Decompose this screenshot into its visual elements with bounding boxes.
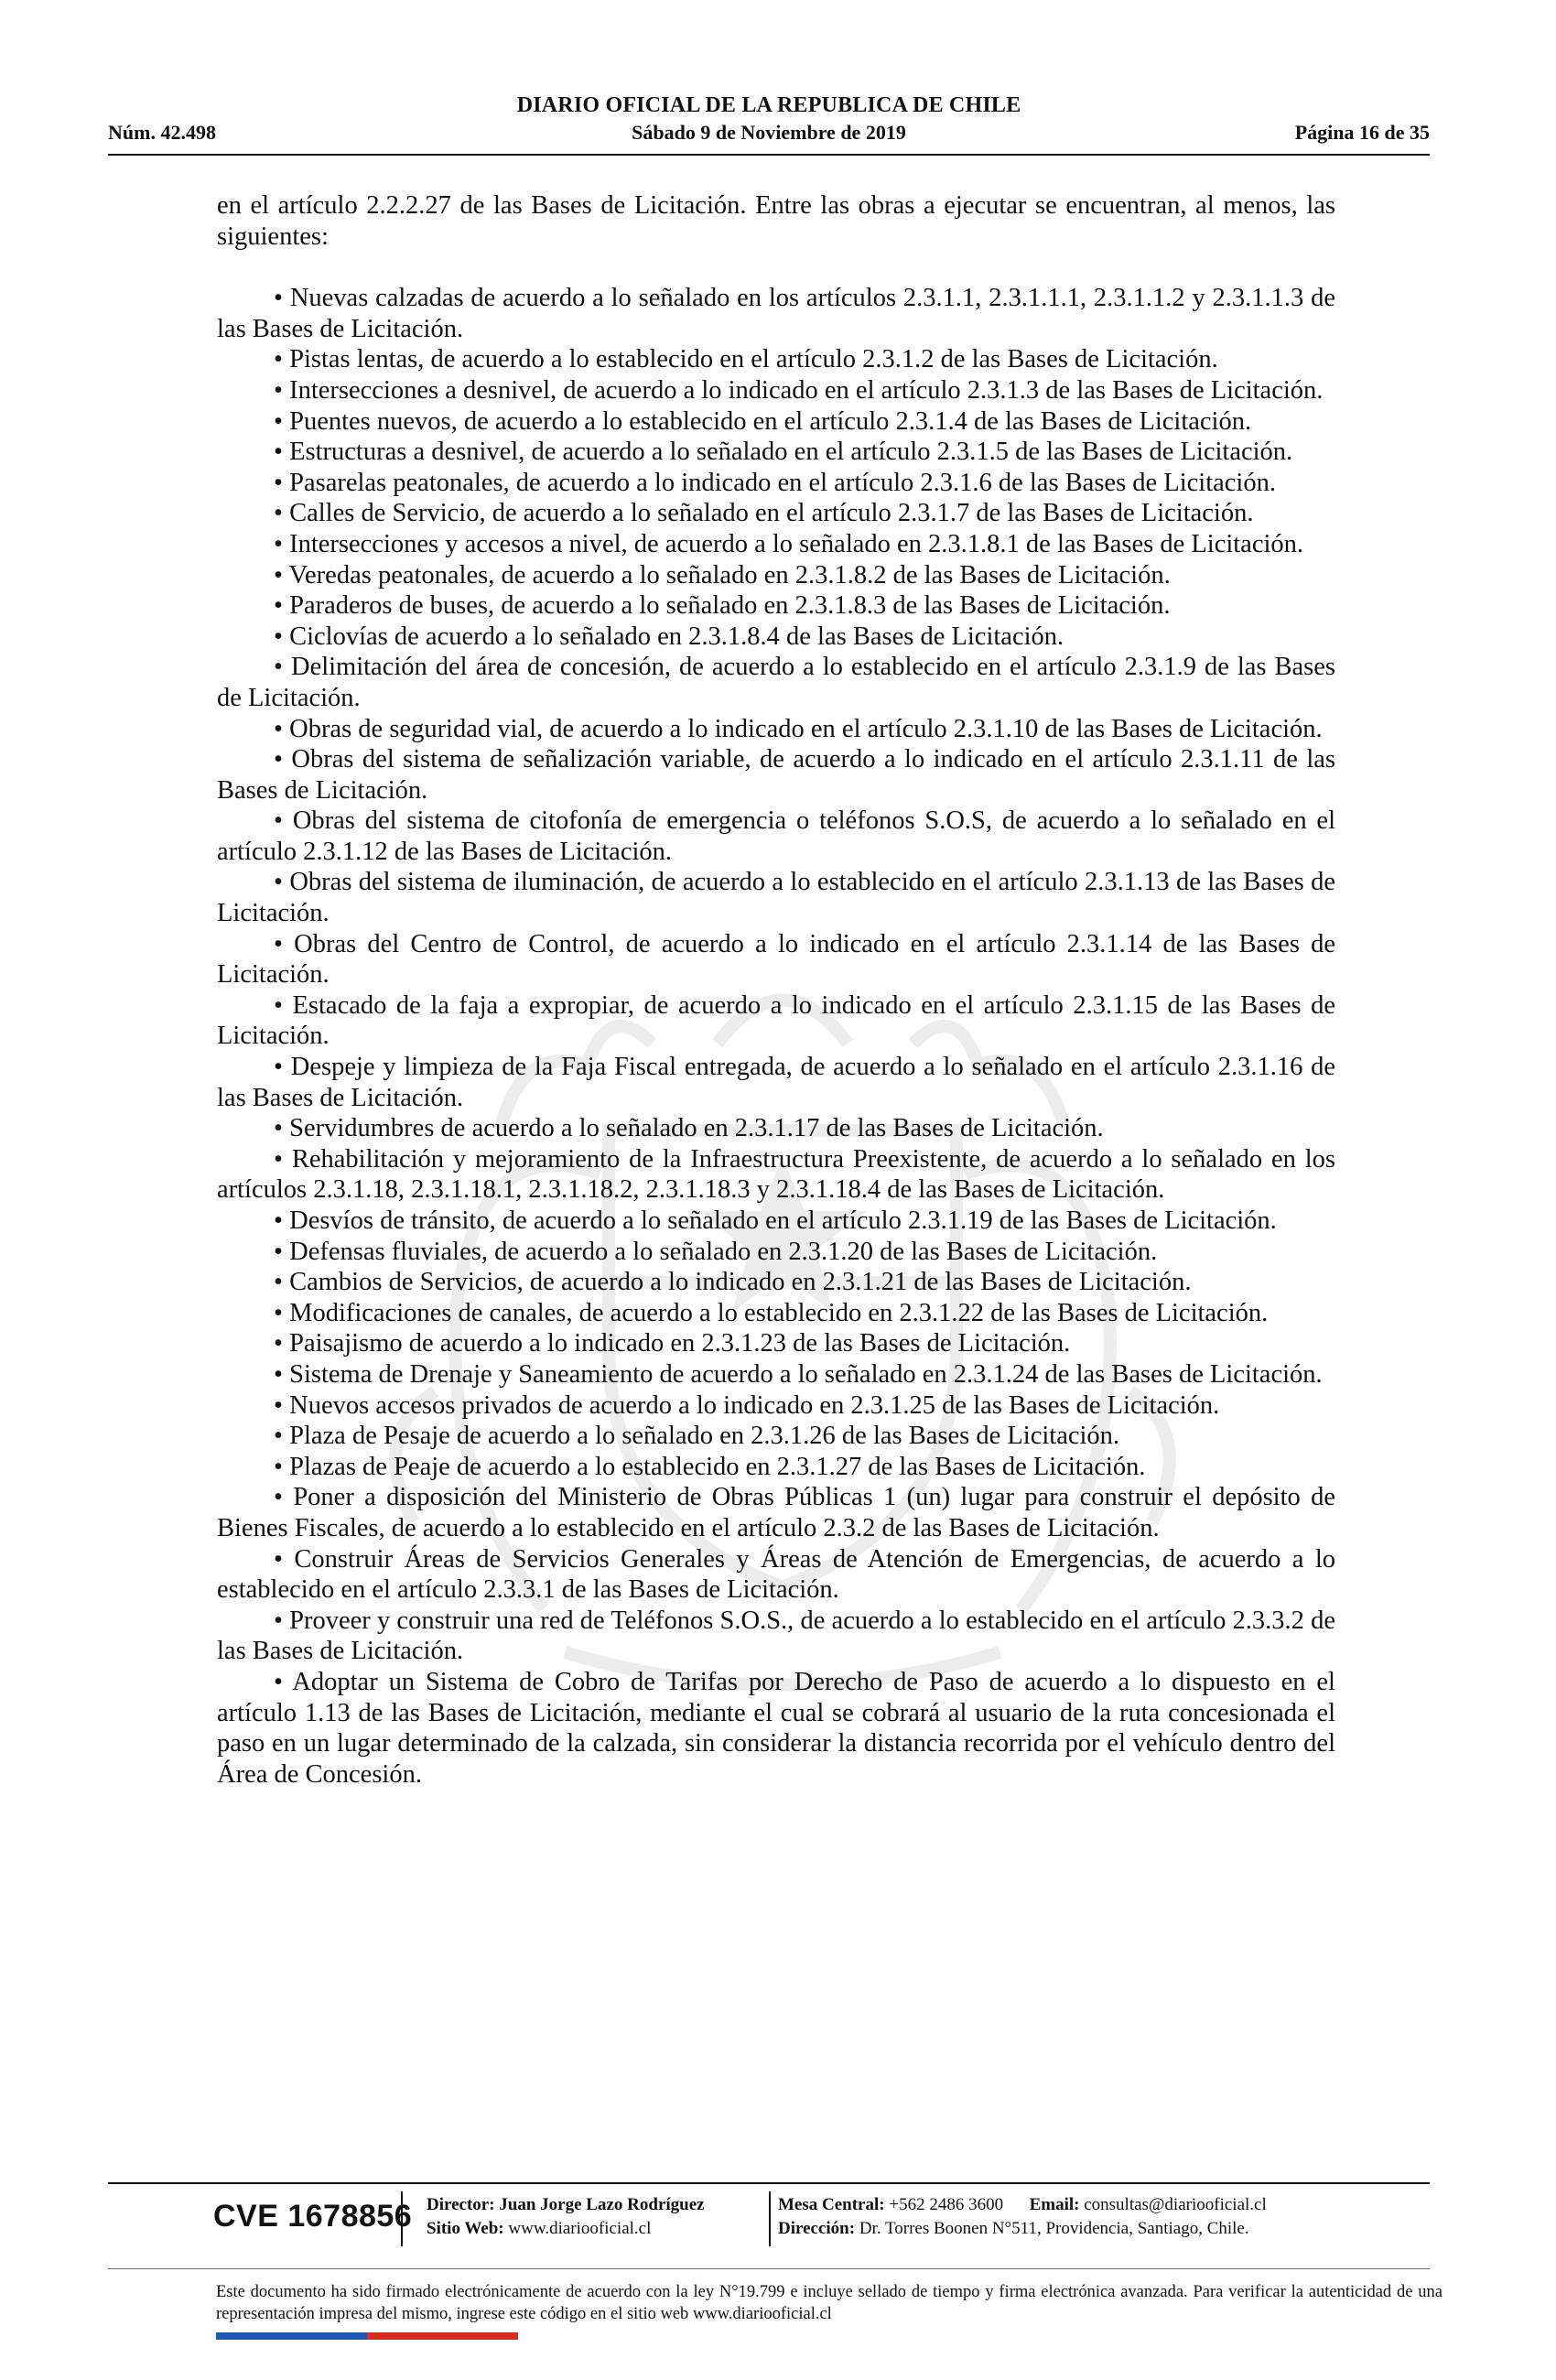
list-item <box>217 622 1335 653</box>
director-label: Director: <box>427 2195 495 2214</box>
list-item <box>217 1113 1335 1144</box>
list-item <box>217 714 1335 745</box>
flag-stripe <box>216 2332 518 2340</box>
list-item-text: Puentes nuevos, de acuerdo a lo establecido en el artículo 2.3.1.4 de las Bases de Licitación. <box>289 406 1252 436</box>
footer-divider <box>769 2191 771 2246</box>
address-label: Dirección: <box>778 2219 856 2238</box>
list-item <box>217 468 1335 499</box>
list-item <box>217 1544 1335 1606</box>
bullet-icon: • <box>274 1268 283 1297</box>
list-item <box>217 375 1335 406</box>
bullet-icon: • <box>274 1053 283 1082</box>
bullet-icon: • <box>274 1483 283 1512</box>
list-item-text: Paraderos de buses, de acuerdo a lo señalado en 2.3.1.8.3 de las Bases de Licitación. <box>289 591 1171 621</box>
flag-stripe-blue <box>216 2332 367 2340</box>
phone-label: Mesa Central: <box>778 2195 885 2214</box>
works-list <box>217 283 1335 1790</box>
bullet-icon: • <box>274 345 283 374</box>
bullet-icon: • <box>274 1237 283 1266</box>
bullet-icon: • <box>274 1298 283 1327</box>
bullet-icon: • <box>274 990 283 1020</box>
list-item <box>217 437 1335 468</box>
list-item-text: Obras del sistema de iluminación, de acuerdo a lo establecido en el artículo 2.3.1.13 de las Bases de Licitación. <box>217 868 1335 928</box>
list-item-text: Modificaciones de canales, de acuerdo a lo establecido en 2.3.1.22 de las Bases de Licitación. <box>289 1298 1269 1327</box>
bullet-icon: • <box>274 1422 283 1451</box>
list-item <box>217 1359 1335 1390</box>
list-item-text: Pasarelas peatonales, de acuerdo a lo indicado en el artículo 2.3.1.6 de las Bases de Licitación. <box>289 468 1276 497</box>
footer-divider <box>401 2191 403 2246</box>
bullet-icon: • <box>274 1452 283 1481</box>
list-item-text: Veredas peatonales, de acuerdo a lo señalado en 2.3.1.8.2 de las Bases de Licitación. <box>288 560 1171 590</box>
list-item-text: Rehabilitación y mejoramiento de la Infraestructura Preexistente, de acuerdo a lo señalado en los artículos 2.3.1.18, 2.3.1.18.1, 2.3.1.18.2, 2.3.1.18.3 y 2.3.1.18.4 de las Bases de Licitación. <box>217 1144 1335 1205</box>
list-item-text: Proveer y construir una red de Teléfonos S.O.S., de acuerdo a lo establecido en el artículo 2.3.3.2 de las Bases de Licitación. <box>217 1606 1335 1666</box>
list-item <box>217 344 1335 375</box>
bullet-icon: • <box>274 529 283 558</box>
bullet-icon: • <box>274 622 283 651</box>
list-item-text: Sistema de Drenaje y Saneamiento de acuerdo a lo señalado en 2.3.1.24 de las Bases de Licitación. <box>289 1359 1323 1389</box>
bullet-icon: • <box>274 1359 283 1389</box>
legal-notice: Este documento ha sido firmado electrónicamente de acuerdo con la ley N°19.799 e incluye sellado de tiempo y firma electrónica avanzada. Para verificar la autenticidad de una representación impresa del mismo, ingrese este código en el sitio web www.diariooficial.cl <box>216 2283 1443 2323</box>
list-item <box>217 1237 1335 1268</box>
list-item-text: Adoptar un Sistema de Cobro de Tarifas por Derecho de Paso de acuerdo a lo dispuesto en el artículo 1.13 de las Bases de Licitación, mediante el cual se cobrará al usuario de la ruta concesionada el paso en un lugar determinado de la calzada, sin considerar la distancia recorrida por el vehículo dentro del Área de Concesión. <box>217 1667 1335 1789</box>
list-item <box>217 1390 1335 1422</box>
bullet-icon: • <box>274 1329 283 1358</box>
list-item-text: Defensas fluviales, de acuerdo a lo señalado en 2.3.1.20 de las Bases de Licitación. <box>289 1237 1158 1266</box>
contact-info <box>778 2193 1267 2241</box>
list-item-text: Obras del sistema de señalización variable, de acuerdo a lo indicado en el artículo 2.3.1.11 de las Bases de Licitación. <box>217 745 1335 805</box>
bullet-icon: • <box>274 375 283 405</box>
header-rule <box>108 154 1430 156</box>
list-item <box>217 1328 1335 1359</box>
newspaper-title: DIARIO OFICIAL DE LA REPUBLICA DE CHILE <box>516 93 1021 117</box>
list-item <box>217 744 1335 806</box>
list-item <box>217 1667 1335 1790</box>
bullet-icon: • <box>274 1390 283 1420</box>
list-item <box>217 652 1335 713</box>
website-label: Sitio Web: <box>427 2219 504 2238</box>
email-link[interactable]: consultas@diariooficial.cl <box>1084 2195 1267 2214</box>
list-item <box>217 283 1335 344</box>
bullet-icon: • <box>274 745 283 774</box>
list-item <box>217 1606 1335 1667</box>
bullet-icon: • <box>274 284 283 313</box>
page-header <box>108 88 1430 161</box>
list-item-text: Delimitación del área de concesión, de acuerdo a lo establecido en el artículo 2.3.1.9 de las Bases de Licitación. <box>217 653 1335 712</box>
page-number: Página 16 de 35 <box>1294 121 1430 144</box>
cve-code: CVE 1678856 <box>213 2199 413 2234</box>
list-item-text: Construir Áreas de Servicios Generales y Áreas de Atención de Emergencias, de acuerdo a lo establecido en el artículo 2.3.3.1 de las Bases de Licitación. <box>217 1544 1336 1605</box>
list-item-text: Servidumbres de acuerdo a lo señalado en 2.3.1.17 de las Bases de Licitación. <box>289 1114 1104 1143</box>
email-label: Email: <box>1029 2195 1080 2214</box>
phone-value: +562 2486 3600 <box>889 2195 1004 2214</box>
list-item <box>217 867 1335 928</box>
bullet-icon: • <box>274 1206 283 1235</box>
list-item <box>217 1452 1335 1483</box>
list-item <box>217 1267 1335 1298</box>
footer-rule <box>108 2182 1430 2184</box>
list-item-text: Ciclovías de acuerdo a lo señalado en 2.3.1.8.4 de las Bases de Licitación. <box>289 622 1064 651</box>
list-item-text: Estacado de la faja a expropiar, de acuerdo a lo indicado en el artículo 2.3.1.15 de las Bases de Licitación. <box>217 990 1335 1051</box>
director-info <box>427 2193 705 2241</box>
list-item <box>217 406 1335 438</box>
list-item-text: Paisajismo de acuerdo a lo indicado en 2.3.1.23 de las Bases de Licitación. <box>289 1329 1071 1358</box>
list-item <box>217 498 1335 529</box>
list-item-text: Plazas de Peaje de acuerdo a lo establecido en 2.3.1.27 de las Bases de Licitación. <box>289 1452 1146 1481</box>
list-item-text: Intersecciones a desnivel, de acuerdo a lo indicado en el artículo 2.3.1.3 de las Bases de Licitación. <box>289 375 1324 405</box>
list-item <box>217 806 1335 867</box>
list-item-text: Nuevos accesos privados de acuerdo a lo indicado en 2.3.1.25 de las Bases de Licitación. <box>289 1390 1220 1420</box>
website-link[interactable]: www.diariooficial.cl <box>508 2219 652 2238</box>
director-name: Juan Jorge Lazo Rodríguez <box>499 2195 705 2214</box>
intro-paragraph: en el artículo 2.2.2.27 de las Bases de Licitación. Entre las obras a ejecutar se encuentran, al menos, las siguientes: <box>217 191 1335 251</box>
list-item <box>217 1052 1335 1113</box>
list-item <box>217 929 1335 990</box>
issue-number: Núm. 42.498 <box>108 121 216 144</box>
bullet-icon: • <box>274 653 283 682</box>
list-item-text: Estructuras a desnivel, de acuerdo a lo señalado en el artículo 2.3.1.5 de las Bases de Licitación. <box>289 438 1293 467</box>
bullet-icon: • <box>274 1114 283 1143</box>
list-item-text: Pistas lentas, de acuerdo a lo establecido en el artículo 2.3.1.2 de las Bases de Licitación. <box>289 345 1218 374</box>
list-item-text: Intersecciones y accesos a nivel, de acuerdo a lo señalado en 2.3.1.8.1 de las Bases de Licitación. <box>289 529 1304 558</box>
list-item <box>217 1298 1335 1329</box>
address-value: Dr. Torres Boonen N°511, Providencia, Santiago, Chile. <box>859 2219 1249 2238</box>
bullet-icon: • <box>274 406 283 436</box>
list-item-text: Cambios de Servicios, de acuerdo a lo indicado en 2.3.1.21 de las Bases de Licitación. <box>289 1268 1192 1297</box>
bullet-icon: • <box>274 499 283 528</box>
bullet-icon: • <box>274 560 283 590</box>
list-item-text: Plaza de Pesaje de acuerdo a lo señalado en 2.3.1.26 de las Bases de Licitación. <box>289 1422 1120 1451</box>
issue-date: Sábado 9 de Noviembre de 2019 <box>632 121 906 144</box>
list-item-text: Despeje y limpieza de la Faja Fiscal entregada, de acuerdo a lo señalado en el artículo 2.3.1.16 de las Bases de Licitación. <box>217 1053 1336 1112</box>
list-item <box>217 990 1335 1052</box>
bullet-icon: • <box>274 1667 283 1696</box>
list-item <box>217 560 1335 591</box>
list-item <box>217 590 1335 622</box>
list-item <box>217 529 1335 560</box>
list-item <box>217 1144 1335 1206</box>
bullet-icon: • <box>274 714 283 743</box>
list-item-text: Desvíos de tránsito, de acuerdo a lo señalado en el artículo 2.3.1.19 de las Bases de Licitación. <box>289 1206 1277 1235</box>
bullet-icon: • <box>274 1144 283 1174</box>
bullet-icon: • <box>274 868 283 897</box>
list-item-text: Obras del Centro de Control, de acuerdo a lo indicado en el artículo 2.3.1.14 de las Bases de Licitación. <box>217 929 1335 990</box>
bullet-icon: • <box>274 1544 283 1574</box>
list-item-text: Obras de seguridad vial, de acuerdo a lo indicado en el artículo 2.3.1.10 de las Bases de Licitación. <box>289 714 1323 743</box>
flag-stripe-red <box>367 2332 518 2340</box>
list-item-text: Calles de Servicio, de acuerdo a lo señalado en el artículo 2.3.1.7 de las Bases de Licitación. <box>289 499 1254 528</box>
bullet-icon: • <box>274 438 283 467</box>
list-item-text: Poner a disposición del Ministerio de Obras Públicas 1 (un) lugar para construir el depósito de Bienes Fiscales, de acuerdo a lo establecido en el artículo 2.3.2 de las Bases de Licitación. <box>217 1483 1335 1542</box>
footer-thin-rule <box>108 2268 1430 2269</box>
list-item-text: Obras del sistema de citofonía de emergencia o teléfonos S.O.S, de acuerdo a lo señalado en el artículo 2.3.1.12 de las Bases de Licitación. <box>217 806 1335 866</box>
list-item <box>217 1206 1335 1237</box>
list-item <box>217 1482 1335 1543</box>
bullet-icon: • <box>274 1606 283 1635</box>
bullet-icon: • <box>274 806 283 836</box>
list-item-text: Nuevas calzadas de acuerdo a lo señalado en los artículos 2.3.1.1, 2.3.1.1.1, 2.3.1.1.2 y 2.3.1.1.3 de las Bases de Licitación. <box>217 284 1336 343</box>
bullet-icon: • <box>274 929 283 958</box>
bullet-icon: • <box>274 591 283 621</box>
document-body <box>217 190 1335 1790</box>
list-item <box>217 1421 1335 1452</box>
bullet-icon: • <box>274 468 283 497</box>
